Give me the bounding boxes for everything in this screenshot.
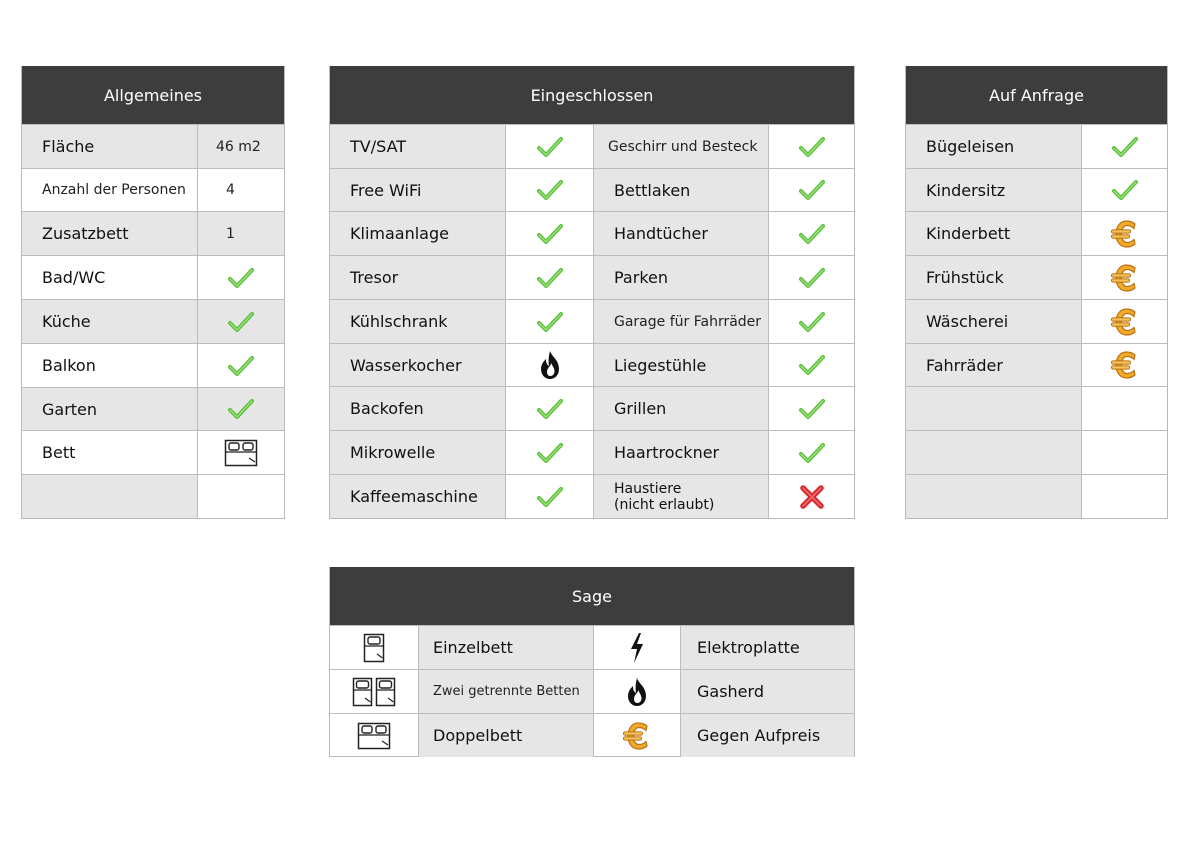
empty-cell — [1081, 387, 1167, 430]
table-row — [330, 343, 854, 386]
check-icon — [1081, 169, 1167, 211]
check-icon — [505, 387, 593, 430]
check-icon — [768, 212, 854, 255]
eingeschlossen-panel — [329, 66, 855, 519]
legend-label: Gasherd — [680, 670, 854, 713]
row-label-right: Haartrockner — [593, 431, 768, 474]
legend-label: Gegen Aufpreis — [680, 714, 854, 757]
cross-icon — [768, 475, 854, 518]
row-label: Garten — [42, 399, 98, 419]
row-label-left: Backofen — [330, 387, 505, 430]
flame-icon — [593, 670, 680, 713]
legend-label: Einzelbett — [418, 626, 593, 669]
row-label: Wäscherei — [906, 300, 1081, 343]
table-row — [330, 255, 854, 299]
check-icon — [768, 169, 854, 211]
row-label-right: Grillen — [593, 387, 768, 430]
check-icon — [505, 212, 593, 255]
row-label-right — [593, 475, 768, 518]
euro-icon — [1081, 300, 1167, 343]
row-label — [906, 475, 1081, 518]
check-icon — [1081, 125, 1167, 168]
check-icon — [197, 388, 284, 430]
table-row — [906, 124, 1167, 168]
table-row — [22, 387, 284, 430]
eingeschlossen-header: Eingeschlossen — [330, 66, 854, 124]
table-row — [330, 124, 854, 168]
table-row — [906, 430, 1167, 474]
table-row — [22, 124, 284, 168]
table-row — [22, 474, 284, 518]
row-value: 46 m2 — [197, 125, 284, 168]
twin-beds-icon — [330, 670, 418, 713]
check-icon — [768, 300, 854, 343]
table-row — [22, 168, 284, 211]
legend-row — [330, 625, 854, 669]
table-row — [22, 299, 284, 343]
row-label-right: Bettlaken — [593, 169, 768, 211]
legend-row — [330, 669, 854, 713]
legend-row — [330, 713, 854, 757]
row-label-right: Geschirr und Besteck — [593, 125, 768, 168]
row-label-right: Handtücher — [593, 212, 768, 255]
row-label-right: Parken — [593, 256, 768, 299]
legend-label: Zwei getrennte Betten — [418, 670, 593, 713]
row-label: Bad/WC — [42, 268, 106, 287]
check-icon — [505, 475, 593, 518]
row-label-left: Free WiFi — [330, 169, 505, 211]
row-label-left: Mikrowelle — [330, 431, 505, 474]
row-label: Zusatzbett — [42, 224, 129, 243]
check-icon — [197, 344, 284, 387]
row-label: Fahrräder — [906, 344, 1081, 386]
euro-icon — [1081, 256, 1167, 299]
legend-label: Elektroplatte — [680, 626, 854, 669]
euro-icon — [1081, 212, 1167, 255]
table-row — [22, 211, 284, 255]
sage-legend-panel — [329, 567, 855, 757]
row-label: Kindersitz — [906, 169, 1081, 211]
empty-cell — [1081, 475, 1167, 518]
legend-label: Doppelbett — [418, 714, 593, 757]
check-icon — [768, 344, 854, 386]
check-icon — [768, 256, 854, 299]
row-label: Frühstück — [906, 256, 1081, 299]
row-label-right: Liegestühle — [593, 344, 768, 386]
table-row — [22, 343, 284, 387]
row-label: Anzahl der Personen — [42, 182, 186, 198]
euro-icon — [593, 714, 680, 757]
row-label-left: Tresor — [330, 256, 505, 299]
row-label: Bett — [42, 443, 76, 462]
check-icon — [505, 125, 593, 168]
check-icon — [505, 431, 593, 474]
table-row — [22, 430, 284, 474]
double-bed-icon — [197, 431, 284, 474]
table-row — [330, 430, 854, 474]
check-icon — [768, 431, 854, 474]
row-label — [906, 387, 1081, 430]
check-icon — [768, 387, 854, 430]
lightning-icon — [593, 626, 680, 669]
flame-icon — [505, 344, 593, 386]
row-label-left: Wasserkocher — [330, 344, 505, 386]
table-row — [906, 168, 1167, 211]
sage-header: Sage — [330, 567, 854, 625]
table-row — [906, 299, 1167, 343]
row-label: Balkon — [42, 356, 96, 375]
table-row — [906, 211, 1167, 255]
check-icon — [197, 300, 284, 343]
table-row — [330, 299, 854, 343]
row-value: 1 — [197, 212, 284, 255]
haustiere-label: Haustiere — [614, 480, 682, 497]
table-row — [330, 386, 854, 430]
row-label: Küche — [42, 312, 91, 331]
check-icon — [505, 169, 593, 211]
empty-cell — [1081, 431, 1167, 474]
row-label-right: Garage für Fahrräder — [593, 300, 768, 343]
allgemeines-header: Allgemeines — [22, 66, 284, 124]
row-value: 4 — [197, 169, 284, 211]
row-label: Fläche — [42, 137, 95, 156]
row-label — [906, 431, 1081, 474]
table-row — [906, 386, 1167, 430]
row-label: Kinderbett — [906, 212, 1081, 255]
haustiere-note: (nicht erlaubt) — [614, 496, 715, 513]
table-row — [22, 255, 284, 299]
auf-anfrage-panel — [905, 66, 1168, 519]
row-label-left: Kühlschrank — [330, 300, 505, 343]
table-row — [906, 343, 1167, 386]
check-icon — [768, 125, 854, 168]
double-bed-icon — [330, 714, 418, 757]
single-bed-icon — [330, 626, 418, 669]
row-label: Bügeleisen — [906, 125, 1081, 168]
table-row — [906, 255, 1167, 299]
row-label-left: TV/SAT — [330, 125, 505, 168]
allgemeines-panel — [21, 66, 285, 519]
table-row — [330, 474, 854, 518]
check-icon — [505, 300, 593, 343]
row-label-left: Klimaanlage — [330, 212, 505, 255]
table-row — [330, 168, 854, 211]
euro-icon — [1081, 344, 1167, 386]
row-label — [22, 475, 197, 518]
check-icon — [197, 256, 284, 299]
table-row — [330, 211, 854, 255]
auf-anfrage-header: Auf Anfrage — [906, 66, 1167, 124]
row-label-left: Kaffeemaschine — [330, 475, 505, 518]
empty-cell — [197, 475, 284, 518]
check-icon — [505, 256, 593, 299]
table-row — [906, 474, 1167, 518]
